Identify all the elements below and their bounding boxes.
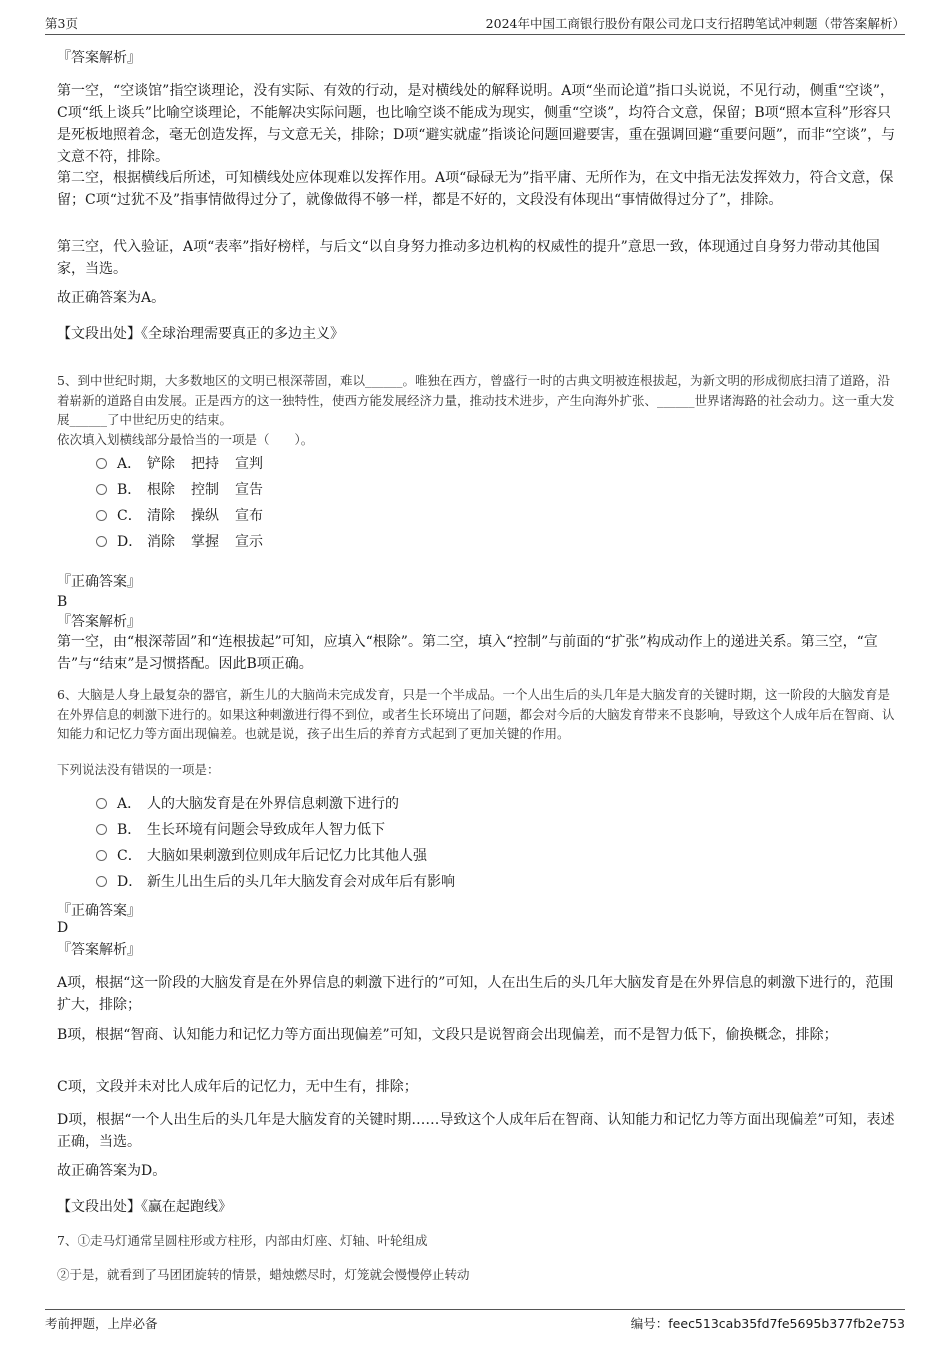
q4-source: 【文段出处】《全球治理需要真正的多边主义》: [57, 326, 344, 342]
radio-icon[interactable]: [96, 536, 107, 547]
q6-option-a[interactable]: A． 人的大脑发育是在外界信息刺激下进行的: [96, 794, 399, 814]
page-footer: [45, 1309, 905, 1334]
q5-option-b[interactable]: B． 根除 控制 宣告: [96, 480, 279, 500]
radio-icon[interactable]: [96, 510, 107, 521]
q6-conclusion: 故正确答案为D。: [57, 1163, 167, 1179]
q4-analysis-p2: 第二空，根据横线后所述，可知横线处应体现难以发挥作用。A项“碌碌无为”指平庸、无所作为，在文中指无法发挥效力，符合文意，保留；C项“过犹不及”指事情做得过分了，就像做得不够一样，都是不好的，文段没有体现出“事情做得过分了”，排除。: [57, 170, 894, 208]
q6-option-b[interactable]: B． 生长环境有问题会导致成年人智力低下: [96, 820, 385, 840]
document-title: 2024年中国工商银行股份有限公司龙口支行招聘笔试冲刺题（带答案解析）: [485, 16, 905, 31]
document-code: 编号：feec513cab35fd7fe5695b377fb2e753: [630, 1316, 905, 1331]
q5-stem: 5、到中世纪时期，大多数地区的文明已根深蒂固，难以______。唯独在西方，曾盛行一时的古典文明被连根拔起，为新文明的形成彻底扫清了道路，沿着崭新的道路自由发展。正是西方的这一独特性，使西方能发展经济力量，推动技术进步，产生向海外扩张、______世界诸海路的社会动力。这一重大发展______了中世纪历史的结束。: [57, 373, 895, 427]
radio-icon[interactable]: [96, 484, 107, 495]
q6-answer-label: 『正确答案』: [57, 903, 141, 919]
q6-source: 【文段出处】《赢在起跑线》: [57, 1199, 232, 1215]
q7-line1: 7、①走马灯通常呈圆柱形或方柱形，内部由灯座、灯轴、叶轮组成: [57, 1233, 428, 1248]
q4-analysis-label: 『答案解析』: [57, 50, 141, 66]
q5-option-a[interactable]: A． 铲除 把持 宣判: [96, 454, 279, 474]
q4-conclusion: 故正确答案为A。: [57, 290, 166, 306]
q6-analysis-a: A项，根据“这一阶段的大脑发育是在外界信息的刺激下进行的”可知，人在出生后的头几年大脑发育是在外界信息的刺激下进行的，范围扩大，排除；: [57, 975, 894, 1013]
q6-option-c[interactable]: C． 大脑如果刺激到位则成年后记忆力比其他人强: [96, 846, 427, 866]
q5-option-c[interactable]: C． 清除 操纵 宣布: [96, 506, 279, 526]
q5-prompt: 依次填入划横线部分最恰当的一项是（ ）。: [57, 432, 314, 447]
q5-analysis-label: 『答案解析』: [57, 614, 141, 630]
q6-analysis-d: D项，根据“一个人出生后的头几年是大脑发育的关键时期……导致这个人成年后在智商、认知能力和记忆力等方面出现偏差”可知，表述正确，当选。: [57, 1112, 895, 1150]
radio-icon[interactable]: [96, 850, 107, 861]
page-number: 第3页: [45, 16, 78, 31]
q6-prompt: 下列说法没有错误的一项是：: [57, 762, 220, 777]
q4-analysis-p1: 第一空，“空谈馆”指空谈理论，没有实际、有效的行动，是对横线处的解释说明。A项“坐而论道”指口头说说，不见行动，侧重“空谈”，C项“纸上谈兵”比喻空谈理论，不能解决实际问题，也比喻空谈不能成为现实，侧重“空谈”，均符合文意，保留；B项“照本宣科”形容只是死板地照着念，毫无创造发挥，与文意无关，排除；D项“避实就虚”指谈论问题回避要害，重在强调回避“重要问题”，而非“空谈”，与文意不符，排除。: [57, 83, 896, 165]
q5-option-d[interactable]: D． 消除 掌握 宣示: [96, 532, 279, 552]
radio-icon[interactable]: [96, 824, 107, 835]
q6-analysis-label: 『答案解析』: [57, 942, 141, 958]
q7-line2: ②于是，就看到了马团团旋转的情景，蜡烛燃尽时，灯笼就会慢慢停止转动: [57, 1267, 470, 1282]
q5-analysis: 第一空，由“根深蒂固”和“连根拔起”可知，应填入“根除”。第二空，填入“控制”与前面的“扩张”构成动作上的递进关系。第三空，“宣告”与“结束”是习惯搭配。因此B项正确。: [57, 634, 878, 672]
q5-answer: B: [57, 594, 68, 610]
footer-slogan: 考前押题，上岸必备: [45, 1316, 158, 1331]
page-header: [45, 14, 905, 35]
radio-icon[interactable]: [96, 876, 107, 887]
q4-analysis-p3: 第三空，代入验证，A项“表率”指好榜样，与后文“以自身努力推动多边机构的权威性的提升”意思一致，体现通过自身努力带动其他国家，当选。: [57, 239, 880, 277]
radio-icon[interactable]: [96, 458, 107, 469]
q6-option-d[interactable]: D． 新生儿出生后的头几年大脑发育会对成年后有影响: [96, 872, 455, 892]
radio-icon[interactable]: [96, 798, 107, 809]
q5-answer-label: 『正确答案』: [57, 574, 141, 590]
q6-answer: D: [57, 920, 69, 936]
q6-analysis-c: C项，文段并未对比人成年后的记忆力，无中生有，排除；: [57, 1079, 418, 1095]
q6-analysis-b: B项，根据“智商、认知能力和记忆力等方面出现偏差”可知，文段只是说智商会出现偏差，而不是智力低下，偷换概念，排除；: [57, 1027, 838, 1043]
q6-stem: 6、大脑是人身上最复杂的器官，新生儿的大脑尚未完成发育，只是一个半成品。一个人出生后的头几年是大脑发育的关键时期，这一阶段的大脑发育是在外界信息的刺激下进行的。如果这种刺激进行得不到位，或者生长环境出了问题，都会对今后的大脑发育带来不良影响，导致这个人成年后在智商、认知能力和记忆力等方面出现偏差。也就是说，孩子出生后的养育方式起到了更加关键的作用。: [57, 687, 895, 741]
